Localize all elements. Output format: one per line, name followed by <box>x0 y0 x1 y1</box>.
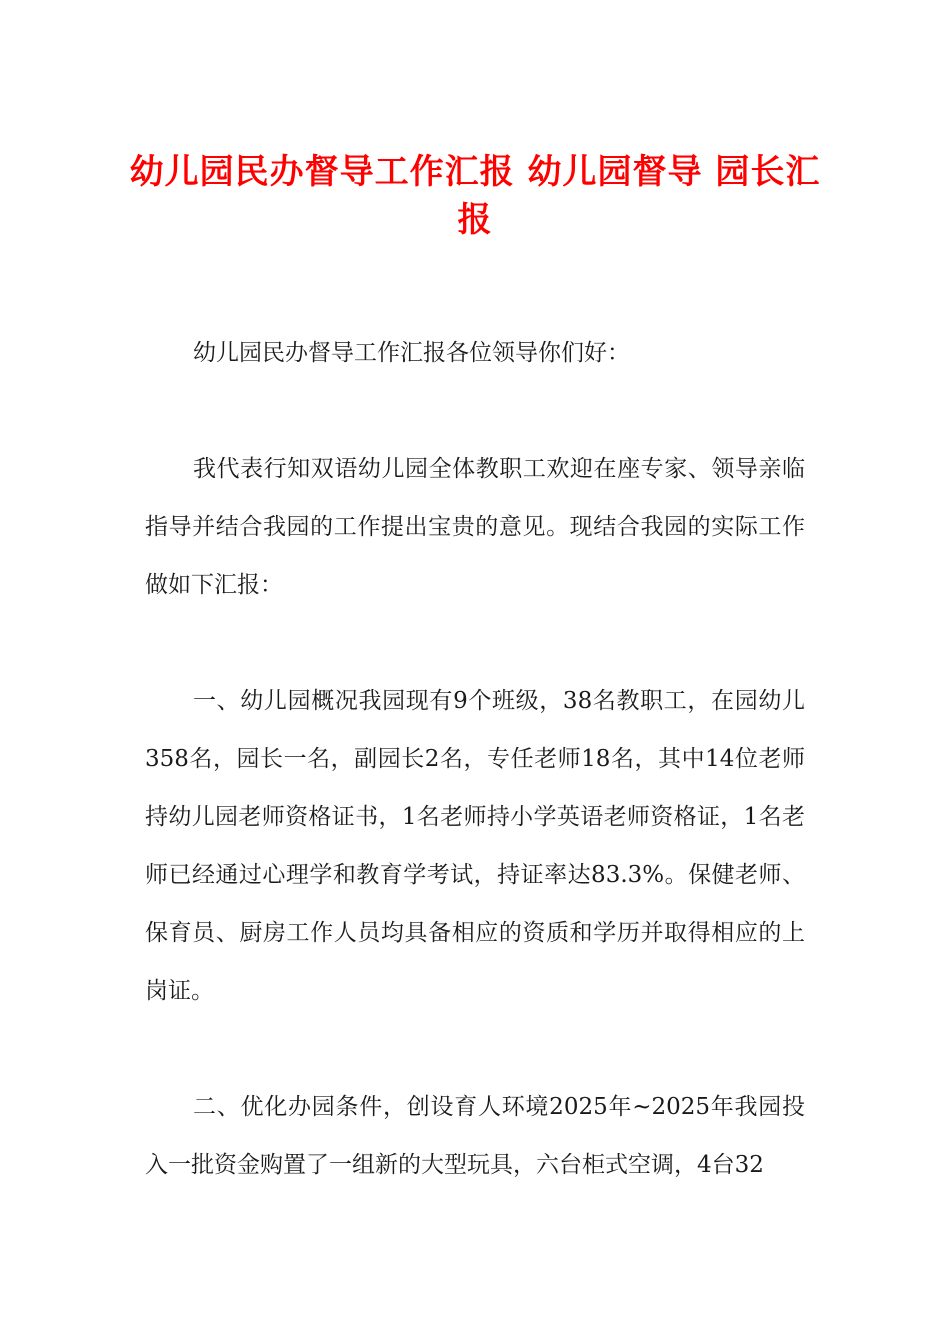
paragraph-overview: 一、幼儿园概况我园现有9个班级，38名教职工，在园幼儿358名，园长一名，副园长2名，专任老师18名，其中14位老师持幼儿园老师资格证书，1名老师持小学英语老师资格证，1名老师已经通过心理学和教育学考试，持证率达83.3%。保健老师、保育员、厨房工作人员均具备相应的资质和学历并取得相应的上岗证。 <box>145 688 805 1004</box>
paragraph-conditions: 二、优化办园条件，创设育人环境2025年~2025年我园投入一批资金购置了一组新的大型玩具，六台柜式空调，4台32 <box>145 1094 805 1178</box>
document-title: 幼儿园民办督导工作汇报 幼儿园督导 园长汇报 <box>129 152 821 240</box>
document-body <box>145 324 805 1252</box>
paragraph-greeting: 幼儿园民办督导工作汇报各位领导你们好： <box>193 340 630 366</box>
paragraph-welcome: 我代表行知双语幼儿园全体教职工欢迎在座专家、领导亲临指导并结合我园的工作提出宝贵的意见。现结合我园的实际工作做如下汇报： <box>145 456 805 598</box>
